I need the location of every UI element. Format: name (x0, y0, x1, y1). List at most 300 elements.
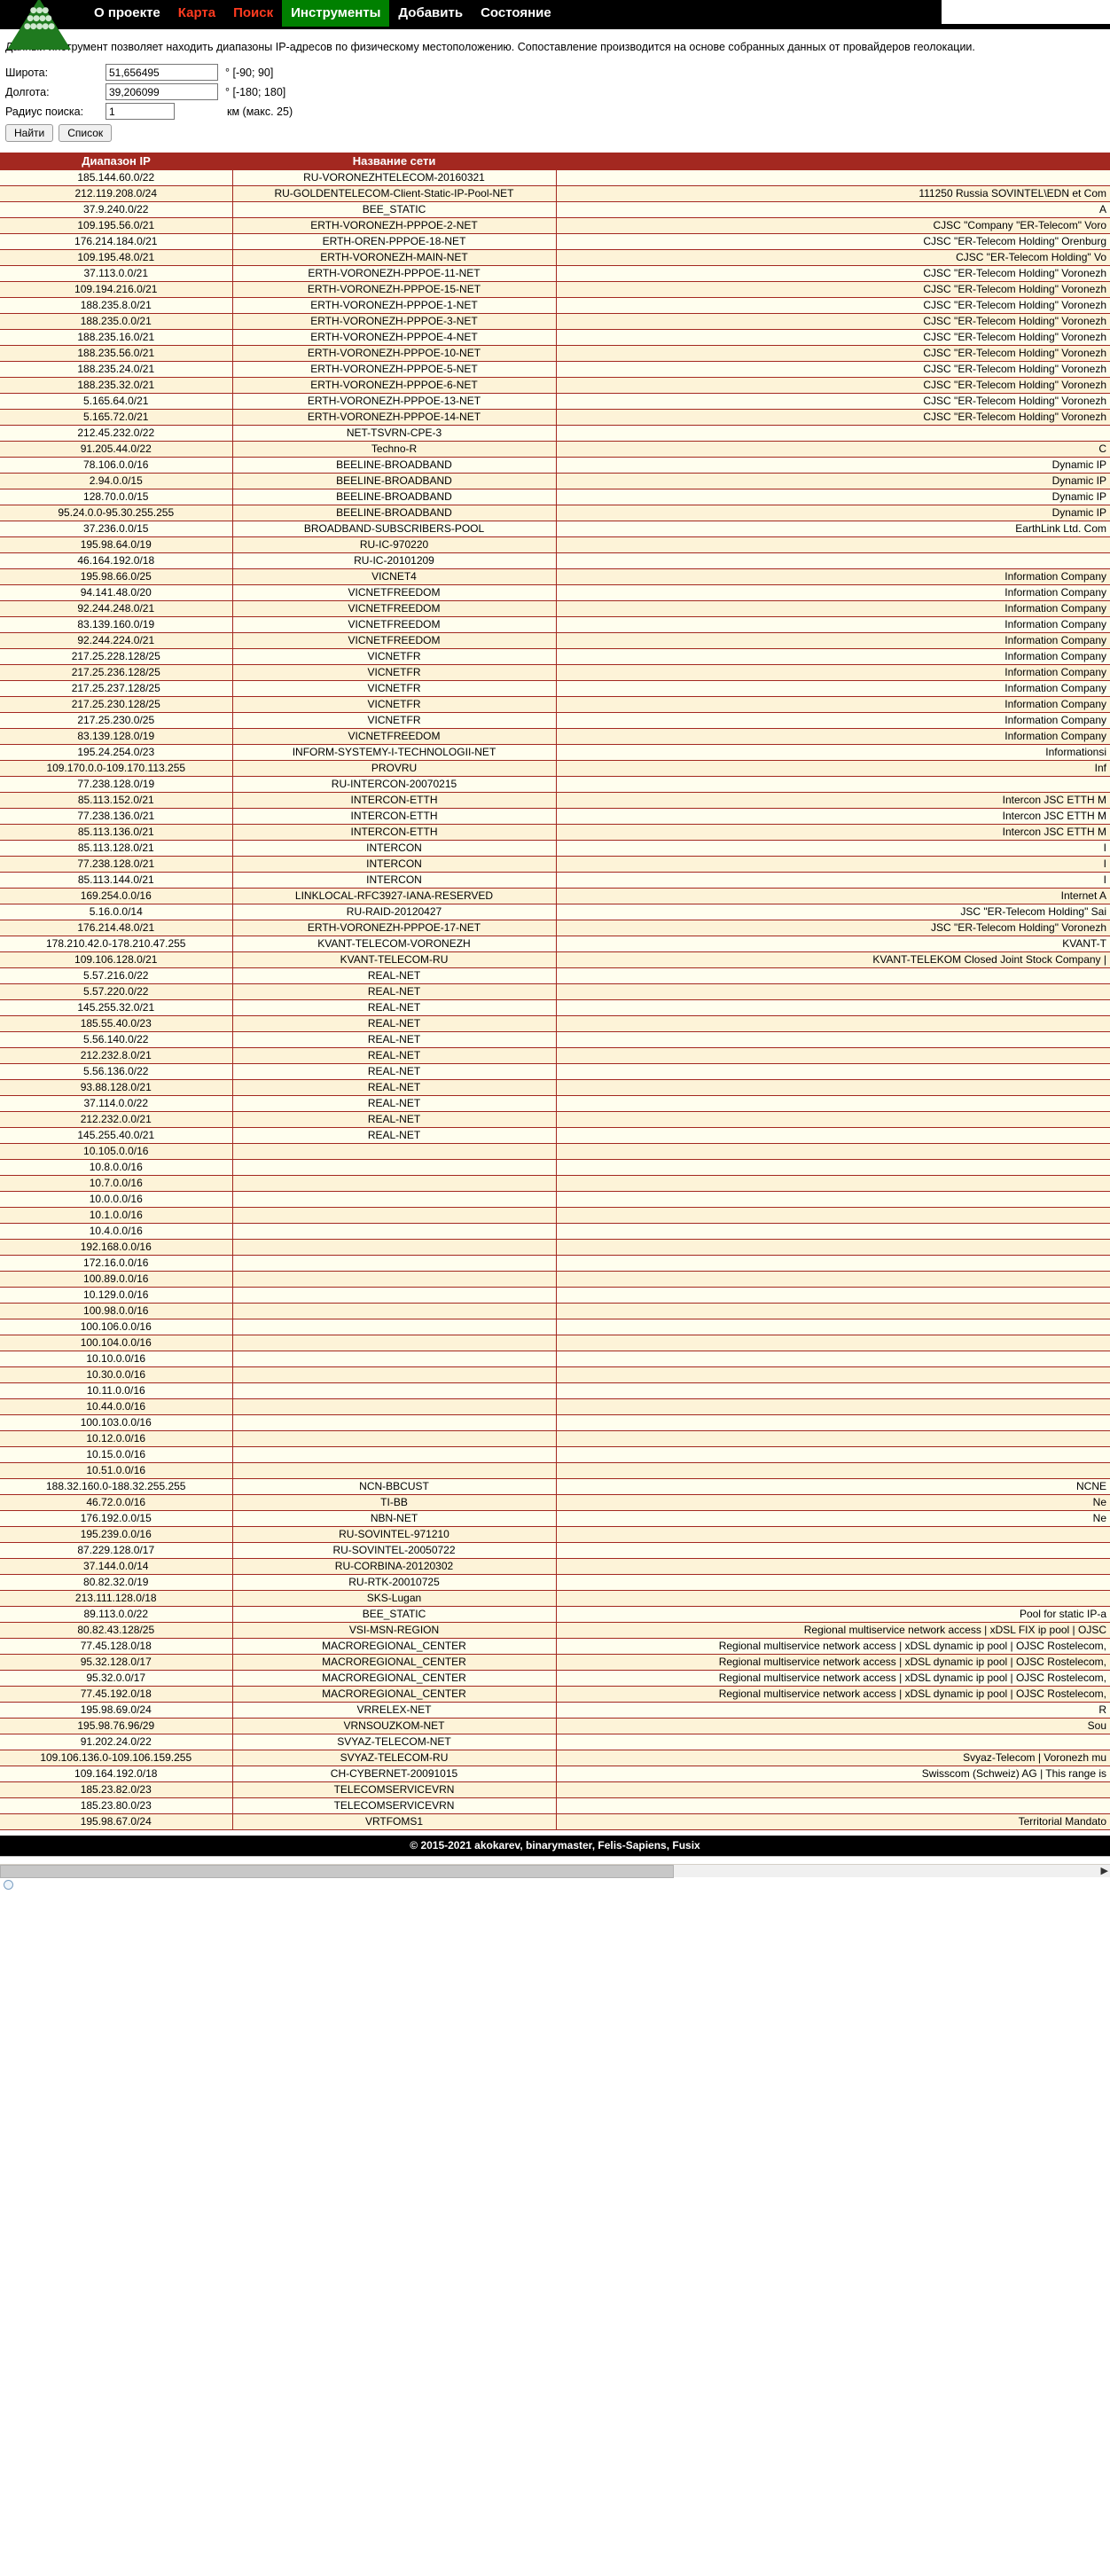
table-row[interactable] (0, 1351, 1110, 1366)
table-row[interactable] (0, 457, 1110, 473)
cell-network-name: BEELINE-BROADBAND (232, 489, 556, 505)
table-row[interactable] (0, 425, 1110, 441)
table-row[interactable] (0, 728, 1110, 744)
table-row[interactable] (0, 1766, 1110, 1781)
cell-network-name: ERTH-VORONEZH-PPPOE-3-NET (232, 313, 556, 329)
table-row[interactable] (0, 1175, 1110, 1191)
radius-row (5, 102, 1105, 121)
cell-network-name: BROADBAND-SUBSCRIBERS-POOL (232, 521, 556, 536)
cell-description (556, 536, 1110, 552)
cell-network-name: ERTH-VORONEZH-PPPOE-11-NET (232, 265, 556, 281)
cell-ip-range: 10.12.0.0/16 (0, 1430, 232, 1446)
cell-ip-range: 192.168.0.0/16 (0, 1239, 232, 1255)
cell-network-name: RU-IC-970220 (232, 536, 556, 552)
cell-ip-range: 46.164.192.0/18 (0, 552, 232, 568)
table-row[interactable] (0, 936, 1110, 951)
intro-description: Данный инструмент позволяет находить диапазоны IP-адресов по физическому местоположению. Сопоставление производится на основе собранных данных от провайдеров геолокации. (5, 41, 975, 53)
table-row[interactable] (0, 1239, 1110, 1255)
cell-description: Information Company (556, 584, 1110, 600)
cell-ip-range: 172.16.0.0/16 (0, 1255, 232, 1271)
table-row[interactable] (0, 856, 1110, 872)
table-row[interactable] (0, 1095, 1110, 1111)
table-row[interactable] (0, 1191, 1110, 1207)
cell-network-name (232, 1239, 556, 1255)
cell-ip-range: 10.105.0.0/16 (0, 1143, 232, 1159)
cell-ip-range: 212.45.232.0/22 (0, 425, 232, 441)
cell-ip-range: 85.113.144.0/21 (0, 872, 232, 888)
table-row[interactable] (0, 568, 1110, 584)
table-row[interactable] (0, 584, 1110, 600)
cell-description (556, 1542, 1110, 1558)
scroll-right-arrow-icon[interactable]: ▶ (1100, 1865, 1108, 1876)
cell-network-name (232, 1446, 556, 1462)
cell-network-name: BEELINE-BROADBAND (232, 473, 556, 489)
nav-item-map[interactable]: Карта (177, 5, 216, 20)
cell-network-name: BEE_STATIC (232, 1606, 556, 1622)
table-row[interactable] (0, 1255, 1110, 1271)
form-buttons (5, 124, 1105, 142)
table-header-row (0, 153, 1110, 169)
table-row[interactable] (0, 840, 1110, 856)
cell-ip-range: 95.32.0.0/17 (0, 1670, 232, 1686)
table-row[interactable] (0, 1287, 1110, 1303)
table-row[interactable] (0, 776, 1110, 792)
cell-ip-range: 92.244.248.0/21 (0, 600, 232, 616)
table-row[interactable] (0, 1654, 1110, 1670)
table-row[interactable] (0, 1047, 1110, 1063)
cell-description (556, 999, 1110, 1015)
cell-description: A (556, 201, 1110, 217)
cell-description: Inf (556, 760, 1110, 776)
cell-ip-range: 109.164.192.0/18 (0, 1766, 232, 1781)
cell-description (556, 1303, 1110, 1319)
table-row[interactable] (0, 489, 1110, 505)
table-row[interactable] (0, 361, 1110, 377)
cell-ip-range: 87.229.128.0/17 (0, 1542, 232, 1558)
table-row[interactable] (0, 265, 1110, 281)
cell-network-name: RU-INTERCON-20070215 (232, 776, 556, 792)
table-row[interactable] (0, 1590, 1110, 1606)
cell-ip-range: 195.98.66.0/25 (0, 568, 232, 584)
cell-description (556, 1223, 1110, 1239)
cell-description (556, 1797, 1110, 1813)
cell-ip-range: 178.210.42.0-178.210.47.255 (0, 936, 232, 951)
cell-ip-range: 77.238.136.0/21 (0, 808, 232, 824)
cell-network-name: VICNETFR (232, 712, 556, 728)
nav-item-add[interactable]: Добавить (398, 5, 464, 20)
cell-ip-range: 85.113.128.0/21 (0, 840, 232, 856)
table-row[interactable] (0, 1446, 1110, 1462)
cell-ip-range: 145.255.32.0/21 (0, 999, 232, 1015)
table-row[interactable] (0, 297, 1110, 313)
cell-description: Intercon JSC ETTH M (556, 808, 1110, 824)
table-row[interactable] (0, 1478, 1110, 1494)
cell-description: C (556, 441, 1110, 457)
table-row[interactable] (0, 1526, 1110, 1542)
cell-network-name (232, 1255, 556, 1271)
cell-description (556, 1239, 1110, 1255)
table-row[interactable] (0, 808, 1110, 824)
cell-ip-range: 188.235.0.0/21 (0, 313, 232, 329)
cell-description: Ne (556, 1510, 1110, 1526)
table-row[interactable] (0, 1686, 1110, 1702)
cell-description: JSC "ER-Telecom Holding" Voronezh (556, 920, 1110, 936)
table-row[interactable] (0, 1366, 1110, 1382)
cell-ip-range: 83.139.160.0/19 (0, 616, 232, 632)
site-logo[interactable] (0, 0, 85, 31)
table-row[interactable] (0, 169, 1110, 185)
cell-description: Information Company (556, 680, 1110, 696)
cell-network-name: MACROREGIONAL_CENTER (232, 1686, 556, 1702)
cell-network-name: ERTH-VORONEZH-PPPOE-2-NET (232, 217, 556, 233)
table-row[interactable] (0, 1510, 1110, 1526)
cell-description: Dynamic IP (556, 489, 1110, 505)
table-row[interactable] (0, 680, 1110, 696)
cell-network-name: RU-SOVINTEL-20050722 (232, 1542, 556, 1558)
latitude-input[interactable] (106, 64, 218, 81)
cell-description: Information Company (556, 616, 1110, 632)
site-footer: © 2015-2021 akokarev, binarymaster, Felis-Sapiens, Fusix (0, 1836, 1110, 1856)
cell-description (556, 1382, 1110, 1398)
table-row[interactable] (0, 313, 1110, 329)
cell-description (556, 1590, 1110, 1606)
cell-ip-range: 10.8.0.0/16 (0, 1159, 232, 1175)
table-row[interactable] (0, 1063, 1110, 1079)
cell-network-name: BEELINE-BROADBAND (232, 505, 556, 521)
table-row[interactable] (0, 201, 1110, 217)
table-row[interactable] (0, 1622, 1110, 1638)
table-row[interactable] (0, 1638, 1110, 1654)
table-row[interactable] (0, 1734, 1110, 1750)
table-row[interactable] (0, 1143, 1110, 1159)
status-indicator-icon (4, 1880, 13, 1890)
cell-network-name: ERTH-VORONEZH-PPPOE-4-NET (232, 329, 556, 345)
horizontal-scrollbar[interactable] (0, 1864, 1110, 1877)
cell-network-name: VICNET4 (232, 568, 556, 584)
cell-ip-range: 217.25.230.0/25 (0, 712, 232, 728)
cell-description: I (556, 840, 1110, 856)
table-row[interactable] (0, 792, 1110, 808)
cell-ip-range: 176.214.184.0/21 (0, 233, 232, 249)
table-row[interactable] (0, 824, 1110, 840)
scrollbar-thumb[interactable] (0, 1865, 674, 1878)
cell-network-name: REAL-NET (232, 1127, 556, 1143)
cell-ip-range: 83.139.128.0/19 (0, 728, 232, 744)
table-row[interactable] (0, 281, 1110, 297)
cell-network-name: REAL-NET (232, 999, 556, 1015)
cell-ip-range: 77.45.128.0/18 (0, 1638, 232, 1654)
table-row[interactable] (0, 1781, 1110, 1797)
table-row[interactable] (0, 1718, 1110, 1734)
cell-network-name (232, 1159, 556, 1175)
cell-ip-range: 37.9.240.0/22 (0, 201, 232, 217)
cell-description: CJSC "ER-Telecom Holding" Voronezh (556, 297, 1110, 313)
table-row[interactable] (0, 1398, 1110, 1414)
cell-description: KVANT-T (556, 936, 1110, 951)
table-row[interactable] (0, 1574, 1110, 1590)
cell-description (556, 1175, 1110, 1191)
cell-description (556, 1015, 1110, 1031)
cell-network-name (232, 1366, 556, 1382)
cell-network-name: VRNSOUZKOM-NET (232, 1718, 556, 1734)
cell-ip-range: 217.25.230.128/25 (0, 696, 232, 712)
table-row[interactable] (0, 1670, 1110, 1686)
cell-network-name: ERTH-VORONEZH-PPPOE-13-NET (232, 393, 556, 409)
cell-network-name: SKS-Lugan (232, 1590, 556, 1606)
cell-network-name: VICNETFREEDOM (232, 600, 556, 616)
cell-network-name (232, 1414, 556, 1430)
table-row[interactable] (0, 1750, 1110, 1766)
cell-description: Information Company (556, 696, 1110, 712)
cell-ip-range: 91.205.44.0/22 (0, 441, 232, 457)
table-row[interactable] (0, 1079, 1110, 1095)
cell-network-name: TELECOMSERVICEVRN (232, 1797, 556, 1813)
table-row[interactable] (0, 1159, 1110, 1175)
cell-description (556, 1095, 1110, 1111)
column-header-network-name[interactable]: Название сети (232, 153, 556, 169)
table-row[interactable] (0, 1207, 1110, 1223)
list-button[interactable]: Список (59, 124, 112, 142)
cell-description (556, 1143, 1110, 1159)
cell-description (556, 1031, 1110, 1047)
cell-description: Svyaz-Telecom | Voronezh mu (556, 1750, 1110, 1766)
cell-ip-range: 100.106.0.0/16 (0, 1319, 232, 1335)
table-row[interactable] (0, 664, 1110, 680)
cell-ip-range: 85.113.136.0/21 (0, 824, 232, 840)
cell-ip-range: 37.236.0.0/15 (0, 521, 232, 536)
table-row[interactable] (0, 1319, 1110, 1335)
cell-description: Swisscom (Schweiz) AG | This range is (556, 1766, 1110, 1781)
table-row[interactable] (0, 409, 1110, 425)
table-row[interactable] (0, 648, 1110, 664)
cell-description: CJSC "ER-Telecom Holding" Orenburg (556, 233, 1110, 249)
table-row[interactable] (0, 1271, 1110, 1287)
find-button[interactable]: Найти (5, 124, 53, 142)
cell-ip-range: 92.244.224.0/21 (0, 632, 232, 648)
table-row[interactable] (0, 1606, 1110, 1622)
table-row[interactable] (0, 1462, 1110, 1478)
table-row[interactable] (0, 760, 1110, 776)
cell-network-name: TELECOMSERVICEVRN (232, 1781, 556, 1797)
cell-ip-range: 10.0.0.0/16 (0, 1191, 232, 1207)
cell-description: Dynamic IP (556, 473, 1110, 489)
cell-network-name (232, 1430, 556, 1446)
cell-description (556, 1319, 1110, 1335)
cell-ip-range: 80.82.32.0/19 (0, 1574, 232, 1590)
cell-network-name: RU-VORONEZHTELECOM-20160321 (232, 169, 556, 185)
cell-network-name: KVANT-TELECOM-VORONEZH (232, 936, 556, 951)
cell-description (556, 1526, 1110, 1542)
table-row[interactable] (0, 345, 1110, 361)
table-row[interactable] (0, 536, 1110, 552)
cell-network-name: VICNETFR (232, 664, 556, 680)
cell-network-name (232, 1382, 556, 1398)
cell-network-name: VSI-MSN-REGION (232, 1622, 556, 1638)
nav-item-search[interactable]: Поиск (233, 5, 274, 20)
cell-network-name: ERTH-VORONEZH-MAIN-NET (232, 249, 556, 265)
cell-network-name: REAL-NET (232, 967, 556, 983)
table-row[interactable] (0, 441, 1110, 457)
table-row[interactable] (0, 1031, 1110, 1047)
cell-network-name: INTERCON-ETTH (232, 824, 556, 840)
cell-description (556, 967, 1110, 983)
cell-description: EarthLink Ltd. Com (556, 521, 1110, 536)
cell-description: Intercon JSC ETTH M (556, 824, 1110, 840)
cell-description (556, 1574, 1110, 1590)
table-row[interactable] (0, 920, 1110, 936)
latitude-row (5, 63, 1105, 82)
table-row[interactable] (0, 1558, 1110, 1574)
table-row[interactable] (0, 377, 1110, 393)
column-header-description[interactable] (556, 153, 1110, 169)
table-row[interactable] (0, 1303, 1110, 1319)
cell-network-name: ERTH-VORONEZH-PPPOE-1-NET (232, 297, 556, 313)
cell-ip-range: 195.98.67.0/24 (0, 1813, 232, 1829)
cell-network-name: RU-IC-20101209 (232, 552, 556, 568)
cell-network-name: RU-CORBINA-20120302 (232, 1558, 556, 1574)
cell-network-name: KVANT-TELECOM-RU (232, 951, 556, 967)
cell-network-name: ERTH-VORONEZH-PPPOE-10-NET (232, 345, 556, 361)
cell-description: Information Company (556, 648, 1110, 664)
table-row[interactable] (0, 1127, 1110, 1143)
cell-ip-range: 5.57.220.0/22 (0, 983, 232, 999)
cell-network-name: NCN-BBCUST (232, 1478, 556, 1494)
table-row[interactable] (0, 233, 1110, 249)
cell-ip-range: 94.141.48.0/20 (0, 584, 232, 600)
cell-ip-range: 77.238.128.0/21 (0, 856, 232, 872)
table-row[interactable] (0, 712, 1110, 728)
cell-network-name: REAL-NET (232, 1047, 556, 1063)
cell-description: Regional multiservice network access | xDSL dynamic ip pool | OJSC Rostelecom, (556, 1638, 1110, 1654)
table-row[interactable] (0, 951, 1110, 967)
table-row[interactable] (0, 1414, 1110, 1430)
cell-network-name: RU-RAID-20120427 (232, 904, 556, 920)
table-row[interactable] (0, 872, 1110, 888)
table-row[interactable] (0, 744, 1110, 760)
cell-description (556, 1781, 1110, 1797)
table-row[interactable] (0, 521, 1110, 536)
cell-network-name (232, 1351, 556, 1366)
cell-description: CJSC "ER-Telecom Holding" Voronezh (556, 345, 1110, 361)
cell-description: CJSC "Company "ER-Telecom" Voro (556, 217, 1110, 233)
cell-network-name (232, 1287, 556, 1303)
nav-search-box[interactable] (942, 0, 1110, 24)
cell-description (556, 1063, 1110, 1079)
table-row[interactable] (0, 1702, 1110, 1718)
cell-ip-range: 10.44.0.0/16 (0, 1398, 232, 1414)
cell-description: Intercon JSC ETTH M (556, 792, 1110, 808)
cell-description: CJSC "ER-Telecom Holding" Voronezh (556, 377, 1110, 393)
table-row[interactable] (0, 600, 1110, 616)
table-row[interactable] (0, 904, 1110, 920)
table-row[interactable] (0, 185, 1110, 201)
cell-network-name: VICNETFREEDOM (232, 616, 556, 632)
nav-item-about[interactable]: О проекте (94, 5, 160, 20)
nav-links (85, 0, 560, 27)
cell-description (556, 1398, 1110, 1414)
cell-ip-range: 10.10.0.0/16 (0, 1351, 232, 1366)
cell-description: CJSC "ER-Telecom Holding" Voronezh (556, 409, 1110, 425)
cell-ip-range: 109.106.128.0/21 (0, 951, 232, 967)
table-row[interactable] (0, 999, 1110, 1015)
table-row[interactable] (0, 1813, 1110, 1829)
cell-description: KVANT-TELEKOM Closed Joint Stock Company | (556, 951, 1110, 967)
cell-network-name: CH-CYBERNET-20091015 (232, 1766, 556, 1781)
longitude-input[interactable] (106, 83, 218, 100)
cell-ip-range: 10.129.0.0/16 (0, 1287, 232, 1303)
nav-item-tools[interactable]: Инструменты (282, 0, 389, 27)
cell-ip-range: 5.56.136.0/22 (0, 1063, 232, 1079)
cell-description (556, 1127, 1110, 1143)
table-row[interactable] (0, 983, 1110, 999)
cell-network-name: ERTH-VORONEZH-PPPOE-17-NET (232, 920, 556, 936)
cell-description: Information Company (556, 600, 1110, 616)
cell-ip-range: 185.23.82.0/23 (0, 1781, 232, 1797)
cell-description: JSC "ER-Telecom Holding" Sai (556, 904, 1110, 920)
table-row[interactable] (0, 1015, 1110, 1031)
cell-network-name: ERTH-VORONEZH-PPPOE-6-NET (232, 377, 556, 393)
cell-network-name: VICNETFREEDOM (232, 584, 556, 600)
table-row[interactable] (0, 329, 1110, 345)
cell-network-name (232, 1271, 556, 1287)
cell-description: Dynamic IP (556, 505, 1110, 521)
radius-unit-hint: км (макс. 25) (227, 105, 293, 118)
table-row[interactable] (0, 552, 1110, 568)
table-row[interactable] (0, 1430, 1110, 1446)
cell-ip-range: 77.45.192.0/18 (0, 1686, 232, 1702)
table-row[interactable] (0, 1111, 1110, 1127)
cell-description (556, 1446, 1110, 1462)
table-row[interactable] (0, 888, 1110, 904)
cell-network-name: REAL-NET (232, 1015, 556, 1031)
table-row[interactable] (0, 393, 1110, 409)
table-row[interactable] (0, 967, 1110, 983)
table-body (0, 169, 1110, 1829)
table-row[interactable] (0, 1494, 1110, 1510)
cell-network-name: NET-TSVRN-CPE-3 (232, 425, 556, 441)
nav-item-status[interactable]: Состояние (481, 5, 551, 20)
table-row[interactable] (0, 632, 1110, 648)
cell-network-name: INFORM-SYSTEMY-I-TECHNOLOGII-NET (232, 744, 556, 760)
cell-description: Territorial Mandato (556, 1813, 1110, 1829)
table-row[interactable] (0, 473, 1110, 489)
cell-network-name (232, 1462, 556, 1478)
radius-input[interactable] (106, 103, 175, 120)
table-row[interactable] (0, 249, 1110, 265)
table-row[interactable] (0, 1223, 1110, 1239)
table-row[interactable] (0, 1797, 1110, 1813)
table-row[interactable] (0, 1382, 1110, 1398)
table-row[interactable] (0, 505, 1110, 521)
table-row[interactable] (0, 616, 1110, 632)
cell-description: CJSC "ER-Telecom Holding" Voronezh (556, 281, 1110, 297)
cell-ip-range: 37.144.0.0/14 (0, 1558, 232, 1574)
cell-ip-range: 212.232.0.0/21 (0, 1111, 232, 1127)
cell-ip-range: 95.24.0.0-95.30.255.255 (0, 505, 232, 521)
table-row[interactable] (0, 696, 1110, 712)
cell-network-name: VRRELEX-NET (232, 1702, 556, 1718)
cell-network-name: ERTH-VORONEZH-PPPOE-15-NET (232, 281, 556, 297)
column-header-ip-range[interactable]: Диапазон IP (0, 153, 232, 169)
table-row[interactable] (0, 217, 1110, 233)
cell-ip-range: 10.30.0.0/16 (0, 1366, 232, 1382)
table-row[interactable] (0, 1335, 1110, 1351)
table-row[interactable] (0, 1542, 1110, 1558)
cell-ip-range: 46.72.0.0/16 (0, 1494, 232, 1510)
longitude-range-hint: ° [-180; 180] (225, 85, 286, 98)
cell-ip-range: 212.119.208.0/24 (0, 185, 232, 201)
cell-ip-range: 100.104.0.0/16 (0, 1335, 232, 1351)
